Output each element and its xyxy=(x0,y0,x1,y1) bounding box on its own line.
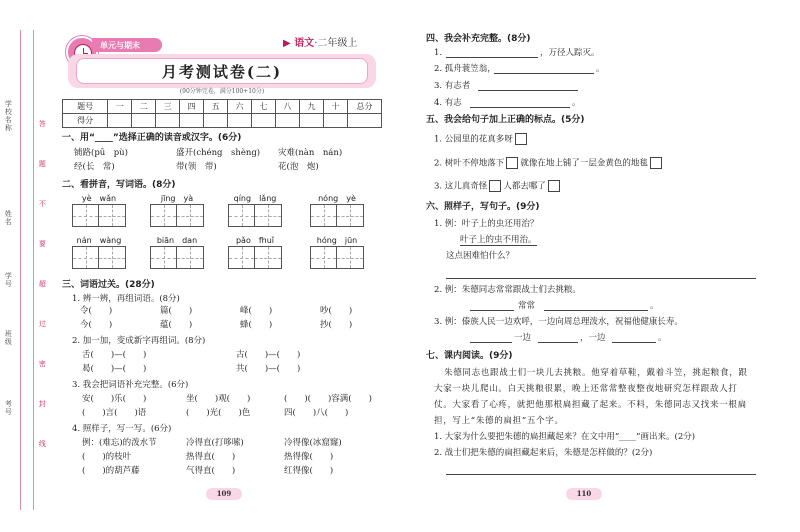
s5-q1 xyxy=(434,133,529,145)
score-cell: 四 xyxy=(180,100,204,114)
s7-q1: 1. 大家为什么要把朱德的扁担藏起来？在文中用“____”画出来。(2分) xyxy=(434,432,696,442)
score-input-cell[interactable] xyxy=(348,114,382,128)
writing-box[interactable] xyxy=(337,204,364,227)
s4-q4-blank[interactable] xyxy=(470,107,570,108)
score-input-cell[interactable] xyxy=(300,114,324,128)
s3-q4-cell[interactable]: ( )的葫芦藤 xyxy=(82,466,140,476)
seal-char-9: 线 xyxy=(38,440,47,448)
s3-q4-title: 4. 照样子，写一写。(6分) xyxy=(72,424,172,434)
s3-q3-title: 3. 我会把词语补充完整。(6分) xyxy=(72,380,189,390)
pinyin-grid-5[interactable] xyxy=(72,236,126,269)
s4-q3-blank[interactable] xyxy=(478,90,578,91)
subject-label xyxy=(283,38,357,50)
score-input-cell[interactable] xyxy=(276,114,300,128)
pinyin-text: yè wǎn xyxy=(81,194,117,203)
s6-ex3: 3. 例：傣族人民一边欢呼，一边向周总理泼水，祝福他健康长寿。 xyxy=(434,317,683,327)
pinyin-grid-6[interactable] xyxy=(150,236,204,269)
s3-q2-cell[interactable]: 曷( )—( ) xyxy=(82,364,147,374)
score-cell: 题号 xyxy=(63,100,108,114)
writing-box[interactable] xyxy=(150,246,177,269)
punctuation-box[interactable] xyxy=(489,180,501,192)
pinyin-grid-4[interactable] xyxy=(310,194,364,227)
score-table-header-row xyxy=(63,100,382,114)
s4-q1-text: ，万径人踪灭。 xyxy=(540,48,600,58)
writing-box[interactable] xyxy=(177,246,204,269)
s6-ex2-blank-a[interactable] xyxy=(470,310,514,311)
writing-box[interactable] xyxy=(255,246,282,269)
s6-ex1-blank[interactable] xyxy=(446,278,756,279)
s6-ex3-end: 。 xyxy=(658,333,667,343)
score-input-cell[interactable] xyxy=(204,114,228,128)
pinyin-text: pǎo fhuǐ xyxy=(235,236,275,245)
s3-q3-cell[interactable]: 四( )八( ) xyxy=(284,408,349,418)
passage-line-1: 朱德同志也跟战士们一块儿去挑粮。他穿着草鞋，戴着斗笠，挑起粮食，跟 xyxy=(444,368,748,378)
margin-field-school: 学校名称 xyxy=(4,100,13,132)
pinyin-text: nóng yè xyxy=(318,194,356,203)
writing-box[interactable] xyxy=(99,204,126,227)
s7-q2: 2. 战士们把朱德的扁担藏起来后，朱德是怎样做的？(2分) xyxy=(434,448,653,458)
s3-q1-cell[interactable]: 蕴( ) xyxy=(160,320,193,330)
margin-line-outer xyxy=(20,30,21,510)
margin-line-inner xyxy=(33,30,34,510)
score-input-cell[interactable] xyxy=(180,114,204,128)
s6-ex1-question: 这点困难怕什么？ xyxy=(446,251,515,261)
s3-q1-cell[interactable]: 抄( ) xyxy=(320,320,353,330)
s1-item-1[interactable]: 铺路(pū pù) xyxy=(74,148,128,158)
score-input-cell[interactable] xyxy=(228,114,252,128)
pinyin-grid-8[interactable] xyxy=(310,236,364,269)
s4-q2-blank[interactable] xyxy=(494,73,594,74)
writing-box[interactable] xyxy=(255,204,282,227)
passage-line-4: 担，写上“朱德的扁担”五个字。 xyxy=(434,416,564,426)
s1-item-5[interactable]: 带(领 带) xyxy=(176,162,217,172)
s1-item-6[interactable]: 花(泡 炮) xyxy=(278,162,319,172)
s3-q1-cell[interactable]: 令( ) xyxy=(80,306,113,316)
page-title: 月考测试卷(二) xyxy=(76,58,368,84)
section-2-title: 二、看拼音，写词语。(8分) xyxy=(62,180,176,190)
s5-q1-text: 1. 公园里的花真多呀 xyxy=(434,134,513,145)
score-cell: 一 xyxy=(108,100,132,114)
s4-q4-text: 4. 有志 xyxy=(434,98,462,108)
s5-q3-text-b: 人都去哪了 xyxy=(503,181,546,192)
s1-item-3[interactable]: 灾难(nàn nán) xyxy=(278,148,343,158)
s3-q1-cell[interactable]: 峰( ) xyxy=(240,306,273,316)
s5-q2-text-a: 2. 树叶不停地落下 xyxy=(434,158,505,169)
seal-char-5: 超 xyxy=(38,280,47,288)
page-number-left: 109 xyxy=(206,488,242,500)
section-4-title: 四、我会补充完整。(8分) xyxy=(426,34,531,44)
s3-q4-cell[interactable]: 红得像( ) xyxy=(284,466,334,476)
s5-q3 xyxy=(434,180,562,192)
pinyin-text: jīng yà xyxy=(160,194,194,203)
pinyin-grid-2[interactable] xyxy=(150,194,204,227)
writing-box[interactable] xyxy=(72,204,99,227)
writing-box[interactable] xyxy=(337,246,364,269)
s6-ex1: 1. 例：叶子上的虫还用治？ xyxy=(434,219,539,229)
score-cell: 七 xyxy=(252,100,276,114)
score-input-cell[interactable] xyxy=(156,114,180,128)
s3-q1-cell[interactable]: 篇( ) xyxy=(160,306,193,316)
s4-q2-end: 。 xyxy=(596,64,605,74)
page-number-right: 110 xyxy=(566,488,602,500)
seal-char-8: 封 xyxy=(38,400,47,408)
s6-ex1-answer: 叶子上的虫不用治。 xyxy=(460,235,537,245)
seal-char-3: 不 xyxy=(38,200,47,208)
s3-q4-example-2: 冷得直(打哆嗦) xyxy=(186,438,244,448)
pinyin-grid-1[interactable] xyxy=(72,194,126,227)
s3-q2-cell[interactable]: 舌( )—( ) xyxy=(82,350,147,360)
s3-q1-cell[interactable]: 吵( ) xyxy=(320,306,353,316)
s3-q4-cell[interactable]: 热得像( ) xyxy=(284,452,334,462)
punctuation-box[interactable] xyxy=(548,180,560,192)
passage-line-3: 仗。大家看了心疼，就把他那根扁担藏了起来。不料，朱德同志又找来一根扁 xyxy=(434,400,747,410)
section-6-title: 六、照样子，写句子。(9分) xyxy=(426,202,540,212)
binding-margin xyxy=(0,0,52,532)
s3-q4-example-3: 冷得像(冰窟窿) xyxy=(284,438,342,448)
writing-box[interactable] xyxy=(228,246,255,269)
s4-q1-blank[interactable] xyxy=(446,57,538,58)
s6-ex3-blank-b[interactable] xyxy=(538,342,578,343)
writing-box[interactable] xyxy=(72,246,99,269)
section-1-title: 一、用“____”选择正确的读音或汉字。(6分) xyxy=(62,133,242,143)
pinyin-grid-3[interactable] xyxy=(228,194,282,227)
punctuation-box[interactable] xyxy=(515,133,527,145)
s3-q3-cell[interactable]: ( )言( )语 xyxy=(82,408,147,418)
s1-item-2[interactable]: 盛开(chéng shèng) xyxy=(176,148,261,158)
s5-q2-text-b: 就像在地上铺了一层金黄色的地毯 xyxy=(520,158,648,169)
seal-char-6: 过 xyxy=(38,320,47,328)
writing-box[interactable] xyxy=(228,204,255,227)
seal-char-4: 要 xyxy=(38,240,47,248)
seal-char-7: 密 xyxy=(38,360,47,368)
exam-subtitle: (90分钟完卷，满分100+10分) xyxy=(179,88,265,95)
score-cell: 五 xyxy=(204,100,228,114)
s6-ex3-word-a: 一边 xyxy=(514,333,532,343)
s3-q1-cell[interactable]: 今( ) xyxy=(80,320,113,330)
s4-q3-text: 3. 有志者 xyxy=(434,81,471,91)
s6-ex3-blank-c[interactable] xyxy=(612,342,656,343)
s3-q4-cell[interactable]: 气得直( ) xyxy=(186,466,236,476)
score-input-cell[interactable] xyxy=(108,114,132,128)
writing-box[interactable] xyxy=(99,246,126,269)
s3-q3-cell[interactable]: 安( )乐( ) xyxy=(82,394,147,404)
title-frame xyxy=(68,54,376,88)
score-input-cell[interactable] xyxy=(132,114,156,128)
s5-q3-text-a: 3. 这儿真奇怪 xyxy=(434,181,488,192)
pinyin-text: qíng lǎng xyxy=(233,194,277,203)
score-table xyxy=(62,99,382,128)
unit-badge-label: 单元与期末 xyxy=(92,38,162,52)
s3-q3-cell[interactable]: ( )光( )色 xyxy=(186,408,251,418)
score-input-cell[interactable] xyxy=(323,114,347,128)
s3-q4-cell[interactable]: ( )的枝叶 xyxy=(82,452,132,462)
s6-ex3-blank-a[interactable] xyxy=(470,342,512,343)
margin-field-id: 学号 xyxy=(4,272,13,288)
s3-q2-cell[interactable]: 古( )—( ) xyxy=(236,350,301,360)
score-table-score-row xyxy=(63,114,382,128)
section-5-title: 五、我会给句子加上正确的标点。(5分) xyxy=(426,115,585,125)
s3-q1-title: 1. 辨一辨，再组词语。(8分) xyxy=(72,294,180,304)
grade-label: ·二年级上 xyxy=(314,38,358,49)
score-cell: 十 xyxy=(323,100,347,114)
pinyin-grid-7[interactable] xyxy=(228,236,282,269)
margin-field-name: 姓名 xyxy=(4,210,13,226)
pinyin-text: nán wàng xyxy=(76,236,122,245)
s6-ex2: 2. 例：朱德同志常常跟战士们去挑粮。 xyxy=(434,285,581,295)
s4-q2-text: 2. 孤舟蓑笠翁， xyxy=(434,64,496,74)
seal-char-2: 题 xyxy=(38,160,47,168)
writing-box[interactable] xyxy=(177,204,204,227)
pinyin-text: hóng jūn xyxy=(316,236,358,245)
play-arrow-icon: ▶ xyxy=(283,38,291,49)
score-cell: 总分 xyxy=(348,100,382,114)
writing-box[interactable] xyxy=(150,204,177,227)
s4-q4-end: 。 xyxy=(572,98,581,108)
s3-q2-cell[interactable]: 共( )—( ) xyxy=(236,364,301,374)
passage-line-2: 大家一块儿爬山。白天挑粮很累，晚上还常常整夜整夜地研究怎样跟敌人打 xyxy=(434,384,738,394)
s6-ex2-blank-b[interactable] xyxy=(544,310,648,311)
score-cell: 二 xyxy=(132,100,156,114)
s7-q2-blank[interactable] xyxy=(446,474,756,475)
score-cell: 三 xyxy=(156,100,180,114)
section-3-title: 三、词语过关。(28分) xyxy=(62,280,155,290)
s6-ex2-end: 。 xyxy=(650,301,659,311)
s4-q1-num: 1. xyxy=(434,48,443,58)
s3-q4-example-1: 例：(难忘)的泼水节 xyxy=(82,438,157,448)
s3-q3-cell[interactable]: 坐( )观( ) xyxy=(186,394,251,404)
s3-q2-title: 2. 加一加，变成新字再组词。(8分) xyxy=(72,336,206,346)
s3-q4-cell[interactable]: 热得直( ) xyxy=(186,452,236,462)
writing-box[interactable] xyxy=(310,204,337,227)
seal-char-1: 答 xyxy=(38,120,47,128)
margin-field-class: 班级 xyxy=(4,330,13,346)
subject-name: 语文 xyxy=(294,38,315,49)
punctuation-box[interactable] xyxy=(650,157,662,169)
writing-box[interactable] xyxy=(310,246,337,269)
score-cell: 六 xyxy=(228,100,252,114)
pinyin-text: biān dan xyxy=(156,236,198,245)
score-label-cell: 得分 xyxy=(63,114,108,128)
s6-ex3-word-b: ，一边 xyxy=(580,333,606,343)
s5-q2 xyxy=(434,157,664,169)
score-cell: 八 xyxy=(276,100,300,114)
margin-field-exam-no: 考号 xyxy=(4,400,13,416)
score-input-cell[interactable] xyxy=(252,114,276,128)
s3-q3-cell[interactable]: ( )( )容满( ) xyxy=(284,394,372,404)
s6-ex2-word: 常常 xyxy=(518,301,536,311)
score-cell: 九 xyxy=(300,100,324,114)
punctuation-box[interactable] xyxy=(506,157,518,169)
s1-item-4[interactable]: 经(长 常) xyxy=(74,162,115,172)
s3-q1-cell[interactable]: 蜂( ) xyxy=(240,320,273,330)
section-7-title: 七、课内阅读。(9分) xyxy=(426,351,513,361)
